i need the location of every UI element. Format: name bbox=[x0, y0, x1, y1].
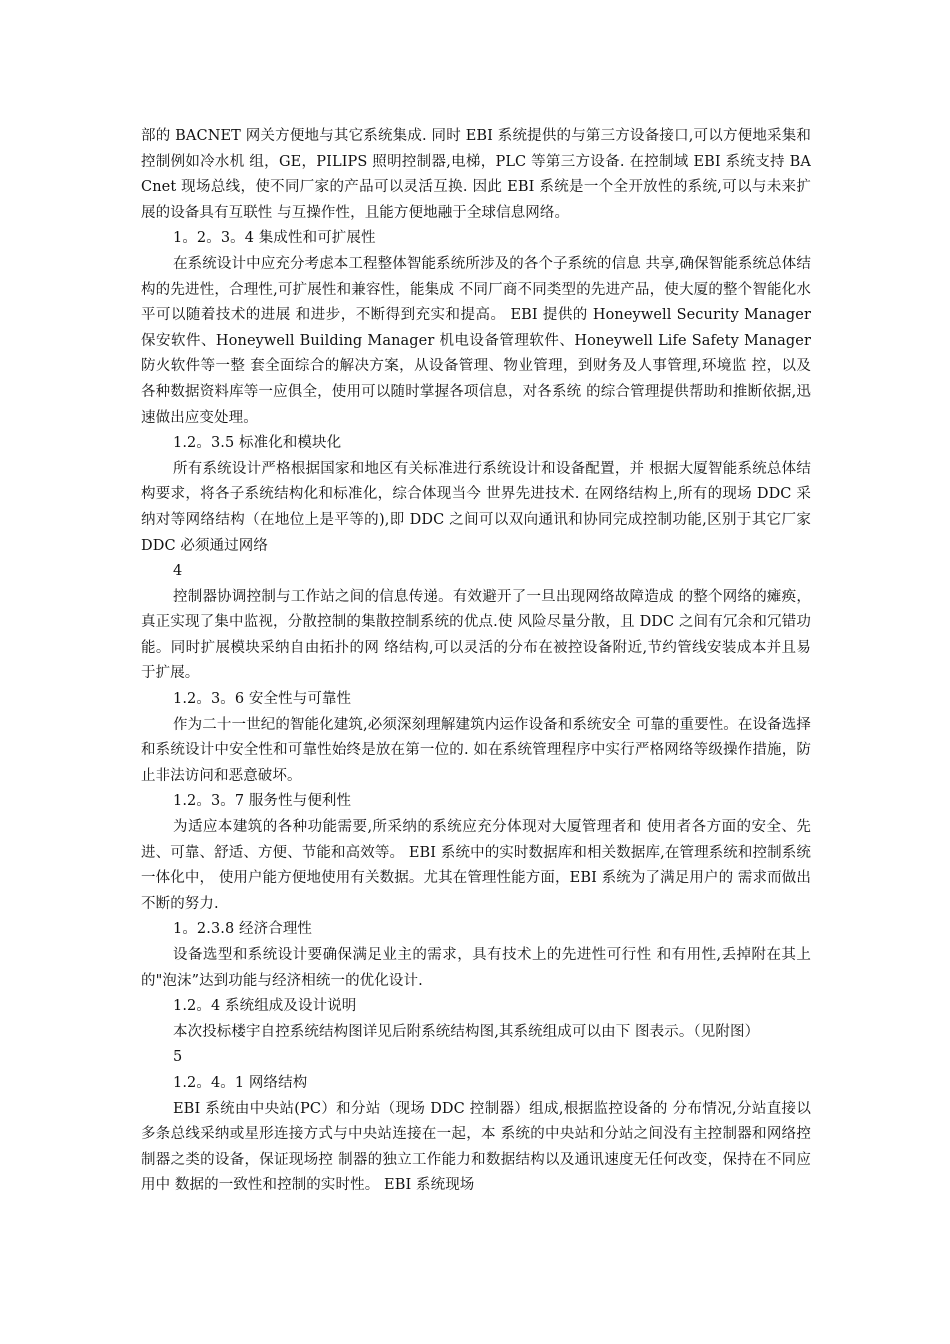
section-heading: 1.2。4。1 网络结构 bbox=[173, 1074, 308, 1091]
body-paragraph: 控制器协调控制与工作站之间的信息传递。有效避开了一旦出现网络故障造成 的整个网络的瘫痪，真正实现了集中监视，分散控制的集散控制系统的优点.使 风险尽量分散，且 DDC 之间有冗余和冗错功能。同时扩展模块采纳自由拓扑的网 络结构,可以灵活的分布在被控设备附近,节约管线安装成本并且易于扩展。 bbox=[141, 588, 811, 682]
body-paragraph: 本次投标楼宇自控系统结构图详见后附系统结构图,其系统组成可以由下 图表示。（见附图） bbox=[173, 1023, 760, 1040]
body-paragraph: EBI 系统由中央站(PC）和分站（现场 DDC 控制器）组成,根据监控设备的 分布情况,分站直接以多条总线采纳或星形连接方式与中央站连接在一起，本 系统的中央站和分站之间没有主控制器和网络控制器之类的设备，保证现场控 制器的独立工作能力和数据结构以及通讯速度无任何改变，保持在不同应用中 数据的一致性和控制的实时性。 EBI 系统现场 bbox=[141, 1100, 811, 1194]
body-paragraph: 在系统设计中应充分考虑本工程整体智能系统所涉及的各个子系统的信息 共享,确保智能系统总体结构的先进性，合理性,可扩展性和兼容性，能集成 不同厂商不同类型的先进产品，使大厦的整个智能化水平可以随着技术的进展 和进步，不断得到充实和提高。 EBI 提供的 Honeywell Security Manager 保安软件、Honeywell Building Manager 机电设备管理软件、Honeywell Life Safety Manager 防火软件等一整 套全面综合的解决方案，从设备管理、物业管理，到财务及人事管理,环境监 控，以及各种数据资料库等一应俱全，使用可以随时掌握各项信息，对各系统 的综合管理提供帮助和推断依据,迅速做出应变处理。 bbox=[141, 255, 811, 426]
body-paragraph: 作为二十一世纪的智能化建筑,必须深刻理解建筑内运作设备和系统安全 可靠的重要性。在设备选择和系统设计中安全性和可靠性始终是放在第一位的. 如在系统管理程序中实行严格网络等级操作措施，防止非法访问和恶意破坏。 bbox=[141, 716, 811, 784]
section-heading: 1.2。4 系统组成及设计说明 bbox=[173, 998, 357, 1015]
page-number: 4 bbox=[173, 563, 183, 580]
body-paragraph: 部的 BACNET 网关方便地与其它系统集成. 同时 EBI 系统提供的与第三方设备接口,可以方便地采集和控制例如冷水机 组，GE，PILIPS 照明控制器,电梯，PLC 等第三方设备. 在控制域 EBI 系统支持 BACnet 现场总线，使不同厂家的产品可以灵活互换. 因此 EBI 系统是一个全开放性的系统,可以与未来扩展的设备具有互联性 与互操作性，且能方便地融于全球信息网络。 bbox=[141, 128, 811, 221]
document-page bbox=[141, 124, 811, 1199]
section-heading: 1.2。3.5 标准化和模块化 bbox=[173, 435, 342, 452]
body-paragraph: 设备选型和系统设计要确保满足业主的需求，具有技术上的先进性可行性 和有用性,丢掉附在其上的"泡沫”达到功能与经济相统一的优化设计. bbox=[141, 947, 811, 989]
section-heading: 1。2。3。4 集成性和可扩展性 bbox=[173, 230, 376, 247]
body-paragraph: 所有系统设计严格根据国家和地区有关标准进行系统设计和设备配置，并 根据大厦智能系统总体结构要求，将各子系统结构化和标准化，综合体现当今 世界先进技术. 在网络结构上,所有的现场 DDC 采纳对等网络结构（在地位上是平等的),即 DDC 之间可以双向通讯和协同完成控制功能,区别于其它厂家 DDC 必须通过网络 bbox=[141, 460, 811, 554]
page-number: 5 bbox=[173, 1049, 183, 1066]
body-paragraph: 为适应本建筑的各种功能需要,所采纳的系统应充分体现对大厦管理者和 使用者各方面的安全、先进、可靠、舒适、方便、节能和高效等。 EBI 系统中的实时数据库和相关数据库,在管理系统和控制系统一体化中， 使用户能方便地使用有关数据。尤其在管理性能方面，EBI 系统为了满足用户的 需求而做出不断的努力. bbox=[141, 819, 811, 912]
section-heading: 1。2.3.8 经济合理性 bbox=[173, 921, 313, 938]
section-heading: 1.2。3。6 安全性与可靠性 bbox=[173, 691, 352, 708]
section-heading: 1.2。3。7 服务性与便利性 bbox=[173, 793, 352, 810]
